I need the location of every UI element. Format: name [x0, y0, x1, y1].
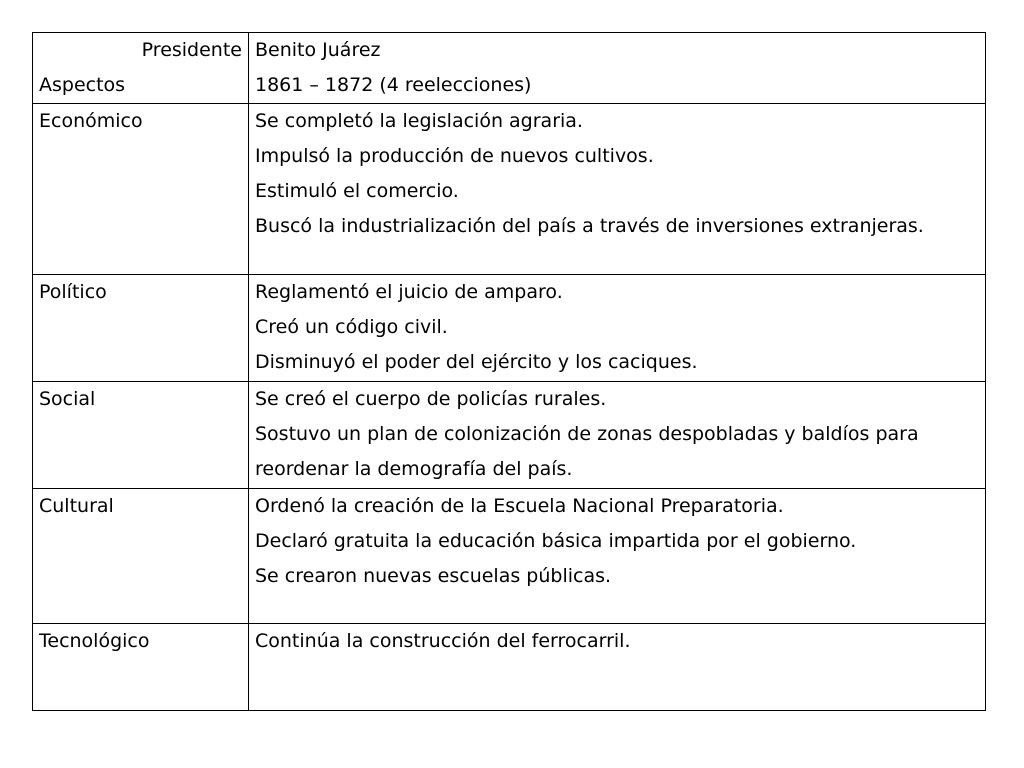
- description-cell: [249, 275, 986, 382]
- description-line: Declaró gratuita la educación básica impartida por el gobierno.: [255, 530, 857, 552]
- description-cell: [249, 382, 986, 489]
- table-row-economico: [33, 104, 986, 275]
- aspect-label: Tecnológico: [39, 630, 150, 652]
- table-row-tecnologico: [33, 624, 986, 711]
- description-line: Reglamentó el juicio de amparo.: [255, 281, 563, 303]
- description-line: Continúa la construcción del ferrocarril.: [255, 630, 631, 652]
- description-cell: [249, 624, 986, 711]
- description-line: Estimuló el comercio.: [255, 180, 459, 202]
- aspect-cell: [33, 104, 249, 275]
- aspect-cell: [33, 624, 249, 711]
- description-line: Ordenó la creación de la Escuela Nacional Preparatoria.: [255, 495, 784, 517]
- description-line: Se completó la legislación agraria.: [255, 110, 583, 132]
- description-line: Creó un código civil.: [255, 316, 448, 338]
- aspect-label: Social: [39, 388, 96, 410]
- aspect-label: Económico: [39, 110, 143, 132]
- aspect-label: Cultural: [39, 495, 114, 517]
- table-row-politico: [33, 275, 986, 382]
- president-term: 1861 – 1872 (4 reelecciones): [255, 74, 532, 96]
- description-line: Se crearon nuevas escuelas públicas.: [255, 565, 612, 587]
- presidente-label: Presidente: [141, 39, 242, 61]
- header-row: [33, 33, 986, 104]
- description-line: Disminuyó el poder del ejército y los caciques.: [255, 351, 698, 373]
- description-line: Impulsó la producción de nuevos cultivos.: [255, 145, 654, 167]
- aspects-table: [32, 32, 986, 711]
- president-name: Benito Juárez: [255, 39, 381, 61]
- table-row-social: [33, 382, 986, 489]
- description-cell: [249, 489, 986, 624]
- aspect-label: Político: [39, 281, 107, 303]
- description-line: Sostuvo un plan de colonización de zonas despobladas y baldíos para: [255, 423, 919, 445]
- description-cell: [249, 104, 986, 275]
- aspect-cell: [33, 489, 249, 624]
- aspect-cell: [33, 382, 249, 489]
- description-line: Buscó la industrialización del país a través de inversiones extranjeras.: [255, 215, 924, 237]
- table-row-cultural: [33, 489, 986, 624]
- aspectos-label: Aspectos: [39, 74, 126, 96]
- description-line: Se creó el cuerpo de policías rurales.: [255, 388, 607, 410]
- header-label-cell: [33, 33, 249, 104]
- description-line: reordenar la demografía del país.: [255, 458, 573, 480]
- header-value-cell: [249, 33, 986, 104]
- aspect-cell: [33, 275, 249, 382]
